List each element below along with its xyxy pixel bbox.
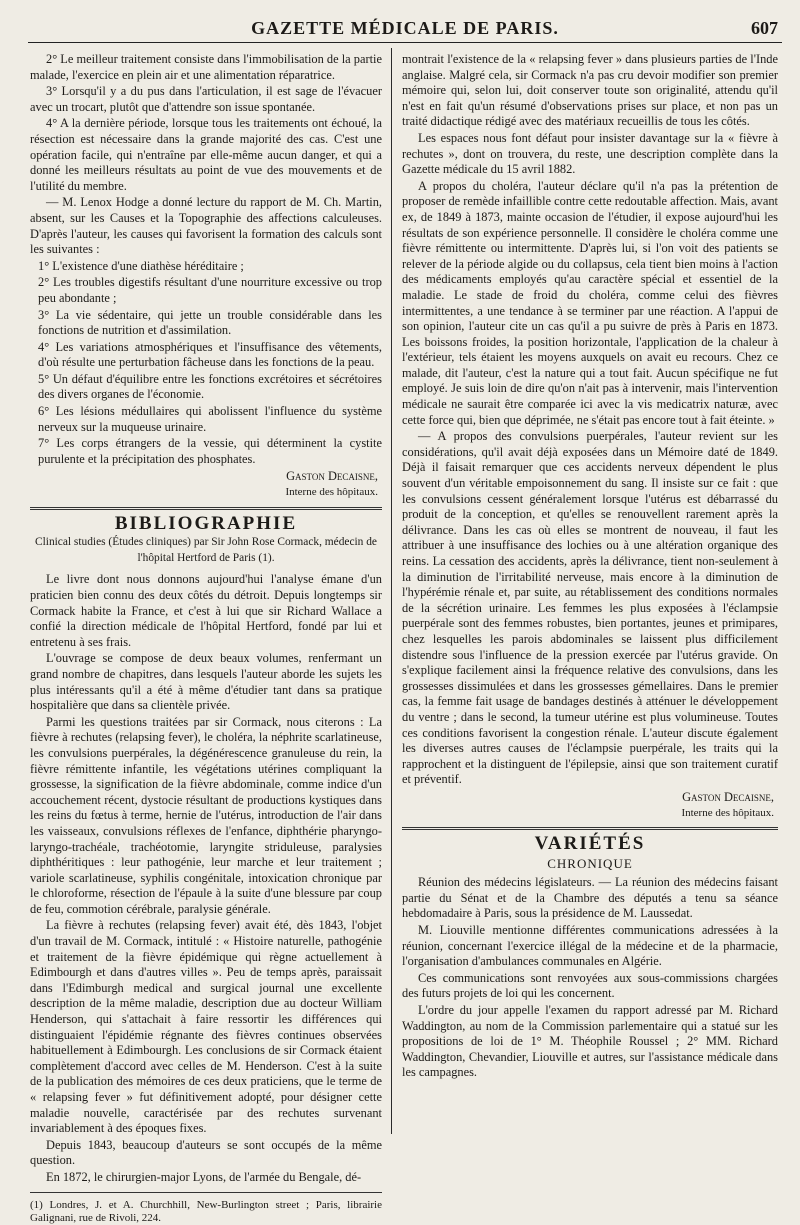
subsection-title-chronique: CHRONIQUE — [547, 855, 633, 871]
review-paragraph: Le livre dont nous donnons aujourd'hui l'analyse émane d'un praticien bien connu des deux côtés du détroit. Depuis longtemps sir Cormack habite la France, et c'est à lui que sir Richard Wallace a confié la direction médicale de l'hôpital Hertford, fondé par lui et entretenu à ses frais. — [30, 572, 382, 649]
cause-item: 5° Un défaut d'équilibre entre les fonctions excrétoires et sécrétoires des divers organes de l'économie. — [38, 371, 382, 402]
intro-item: 3° Lorsqu'il y a du pus dans l'articulation, il est sage de l'évacuer avec un trocart, plutôt que d'attendre son issue spontanée. — [30, 84, 382, 114]
author-signature: Gaston Decaisne, — [286, 469, 378, 484]
cause-item: 7° Les corps étrangers de la vessie, qui déterminent la cystite purulente et la précipitation des phosphates. — [38, 436, 382, 466]
review-paragraph: Depuis 1843, beaucoup d'auteurs se sont occupés de la même question. — [30, 1137, 382, 1168]
review-paragraph: Parmi les questions traitées par sir Cormack, nous citerons : La fièvre à rechutes (relapsing fever), le choléra, la néphrite scarlatineuse, les convulsions puerpérales, la dégénérescence granuleuse du rein, la fièvre rémittente infantile, les végétations utérines compliquant la grossesse, la signification de la fièvre abdominale, comme indice d'un accouchement récent, dystocie résultant de productions kystiques dans les reins du fœtus à terme, hernie de l'utérus, introduction de l'air dans les vaisseaux, convulsions réflexes de l'enfance, diphthérie pharyngo-laryngo-trachéale, trachéotomie, laryngite striduleuse, paralysies diphthéritiques : leur pathogénie, leur marche et leur traitement ; variole scarlatineuse, syphilis congénitale, intoxication chronique par le chloroforme, résection de l'épaule à la suite d'une blessure par coup de feu, commotion cérébrale, paralysie générale. — [30, 714, 382, 916]
section-rule — [30, 507, 382, 510]
chronique-paragraph: M. Liouville mentionne différentes communications adressées à la réunion, concernant l'exercice illégal de la médecine et de la pharmacie, l'organisation d'ambulances communales en Algérie. — [402, 923, 778, 969]
review-paragraph: montrait l'existence de la « relapsing fever » dans plusieurs parties de l'Inde anglaise. Malgré cela, sir Cormack n'a pas cru devoir modifier son premier mémoire qui, selon lui, doit conserver toute son originalité, attendu qu'il n'est en fait qu'un résumé d'observations prises sur place, et non pas un traité didactique rédigé avec des matériaux recueillis de tous les côtés. — [402, 52, 778, 129]
chronique-paragraph: Ces communications sont renvoyées aux sous-commissions chargées des futurs projets de loi qui les concernent. — [402, 970, 778, 1001]
author-role: Interne des hôpitaux. — [681, 806, 774, 819]
review-paragraph: — A propos des convulsions puerpérales, l'auteur revient sur les considérations, qu'il avait déjà exposées dans un Mémoire daté de 1849. Déjà il faisait remarquer que ces accidents nerveux dépendent le plus souvent d'un véritable empoisonnement du sang. Il insiste sur ce fait : que les convulsions cessent généralement lorsque l'utérus est débarrassé du produit de la conception, et qu'elles se renouvellent rarement après la délivrance. Dans les cas où elles se montrent de nouveau, il faut les attribuer à une insuffisance des lochies ou à une altération organique des reins. La cessation des accidents, après la délivrance, tient non-seulement à la diminution de l'irritabilité nerveuse, mais encore à la diminution de l'hypérémie rénale et, par suite, au rétablissement des conditions normales de la sécrétion urinaire. Les femmes les plus exposées à l'éclampsie puerpérale sont des femmes robustes, bien portantes, jeunes et primipares, chez lesquelles les parois abdominales se laissent plus difficilement distendre sous l'influence de la pression exercée par l'utérus gravide. On s'explique facilement ainsi la fréquence relative des convulsions, dans les grossesses dissimulées et dans les grossesses gémellaires. Dans le premier cas, la femme fait usage de bandages destinés à atténuer le développement du ventre ; dans le second, la tumeur utérine est plus volumineuse. Toutes ces conditions favorisent la congestion rénale. L'auteur discute également les diverses autres causes de l'éclampsie puerpérale, les traits qui la rapprochent et la distinguent de l'épilepsie, ainsi que son traitement curatif et préventif. — [402, 429, 778, 787]
journal-title: GAZETTE MÉDICALE DE PARIS. — [251, 18, 559, 38]
author-signature: Gaston Decaisne, — [682, 789, 774, 804]
left-column — [30, 52, 382, 1224]
section-rule — [402, 827, 778, 830]
right-column — [402, 52, 778, 1132]
section-title-varietes: VARIÉTÉS — [534, 833, 646, 855]
footnote: (1) Londres, J. et A. Churchhill, New-Burlington street ; Paris, librairie Galignani, rue de Rivoli, 224. — [30, 1198, 382, 1224]
cause-item: 2° Les troubles digestifs résultant d'une nourriture excessive ou trop peu abondante ; — [38, 275, 382, 305]
column-divider — [391, 48, 392, 1134]
cause-item: 3° La vie sédentaire, qui jette un trouble considérable dans les fonctions de nutrition et d'assimilation. — [38, 307, 382, 338]
intro-item: 4° A la dernière période, lorsque tous les traitements ont échoué, la résection est nécessaire dans la grande majorité des cas. C'est une opération facile, qui n'entraîne par elle-même aucun danger, et qui a donné les meilleurs résultats au point de vue des mouvements et de l'utilité du membre. — [30, 116, 382, 193]
cause-item: 1° L'existence d'une diathèse héréditaire ; — [38, 258, 244, 273]
review-paragraph: A propos du choléra, l'auteur déclare qu'il n'a pas la prétention de proposer de remède infaillible contre cette redoutable affection. Mais, avant ex, de 1849 à 1873, mainte occasion de l'étudier, il expose aujourd'hui les résultats de son expérience personnelle. Il considère le choléra comme une fièvre rémittente ou intermittente. D'après lui, si l'on voit des patients se relever de la période algide ou du collapsus, cela tient bien moins à l'action des médicaments employés qu'au caractère spécial et essentiel de la maladie. Le stade de froid du choléra, comme celui des fièvres intermittentes, a une tendance à se terminer par une réaction. A l'appui de son opinion, l'auteur cite un cas qu'il a pu suivre de près à Paris en 1873. Les boissons froides, la position horizontale, l'application de la chaleur à l'extérieur, tels étaient les moyens auxquels on avait eu recours. Chez ce malade, dit l'auteur, c'est la nature qui a tout fait. Aucun spécifique ne fut employé. Je suis loin de dire qu'on n'ait pas à intervenir, mais l'intervention médicale ne saurait être comparée ici avec la vis medicatrix naturæ, avec cette force qui, bien que déprimée, ne s'était pas encore tout à fait éteinte. » — [402, 178, 778, 427]
review-paragraph: L'ouvrage se compose de deux beaux volumes, renfermant un grand nombre de chapitres, dans lesquels l'auteur aborde les sujets les plus intéressants qu'il a été à même d'étudier tant dans sa pratique hospitalière que dans sa clientèle privée. — [30, 651, 382, 713]
hodge-paragraph: — M. Lenox Hodge a donné lecture du rapport de M. Ch. Martin, absent, sur les Causes et la Topographie des affections calculeuses. D'après l'auteur, les causes qui favorisent la formation des calculs sont les suivantes : — [30, 195, 382, 257]
author-role: Interne des hôpitaux. — [285, 486, 378, 499]
section-title-bibliographie: BIBLIOGRAPHIE — [114, 512, 298, 534]
intro-item: 2° Le meilleur traitement consiste dans l'immobilisation de la partie malade, l'exercice en plein air et une alimentation réparatrice. — [30, 52, 382, 82]
review-paragraph: La fièvre à rechutes (relapsing fever) avait été, dès 1843, l'objet d'un travail de M. Cormack, intitulé : « Histoire naturelle, pathogénie et traitement de la fièvre épidémique qui règne actuellement à Edimbourgh et dans d'autres villes ». Peu de temps après, paraissait dans l'Edimburgh medical and surgical journal une excellente description de la même maladie, description due au docteur William Henderson, qui s'attachait à faire ressortir les différences qui distinguaient l'épidémie régnante des fièvres continues observées habituellement à Edimbourgh. Les conclusions de sir Cormack étaient complètement d'accord avec celles de M. Henderson. C'est à la suite de la publication des mémoires de ces deux praticiens, que le terme de « relapsing fever » fut définitivement adopté, pour désigner cette maladie nouvelle, caractérisée par des rechutes survenant invariablement à des époques fixes. — [30, 918, 382, 1136]
page-number: 607 — [751, 18, 778, 38]
cause-item: 4° Les variations atmosphériques et l'insuffisance des vêtements, d'où résulte une perturbation fâcheuse dans les fonctions de la peau. — [38, 339, 382, 370]
page-header — [28, 18, 782, 43]
chronique-paragraph: L'ordre du jour appelle l'examen du rapport adressé par M. Richard Waddington, au nom de la Commission parlementaire qui a statué sur les propositions de loi de 1° M. Théophile Roussel ; 2° MM. Richard Waddington, Chevandier, Liouville et autres, sur l'assistance médicale dans les campagnes. — [402, 1003, 778, 1080]
chronique-paragraph: Réunion des médecins législateurs. — La réunion des médecins faisant partie du Sénat et de la Chambre des députés a tenu sa séance hebdomadaire à Paris, sous la présidence de M. Laussedat. — [402, 875, 778, 921]
review-paragraph: En 1872, le chirurgien-major Lyons, de l'armée du Bengale, dé- — [46, 1169, 362, 1184]
book-reference: Clinical studies (Études cliniques) par Sir John Rose Cormack, médecin de l'hôpital Hertford de Paris (1). — [35, 536, 377, 564]
cause-item: 6° Les lésions médullaires qui abolissent l'influence du système nerveux sur la muqueuse urinaire. — [38, 404, 382, 434]
footnote-rule — [30, 1192, 382, 1193]
review-paragraph: Les espaces nous font défaut pour insister davantage sur la « fièvre à rechutes », dont on trouvera, du reste, une description complète dans la Gazette médicale du 15 avril 1882. — [402, 130, 778, 177]
